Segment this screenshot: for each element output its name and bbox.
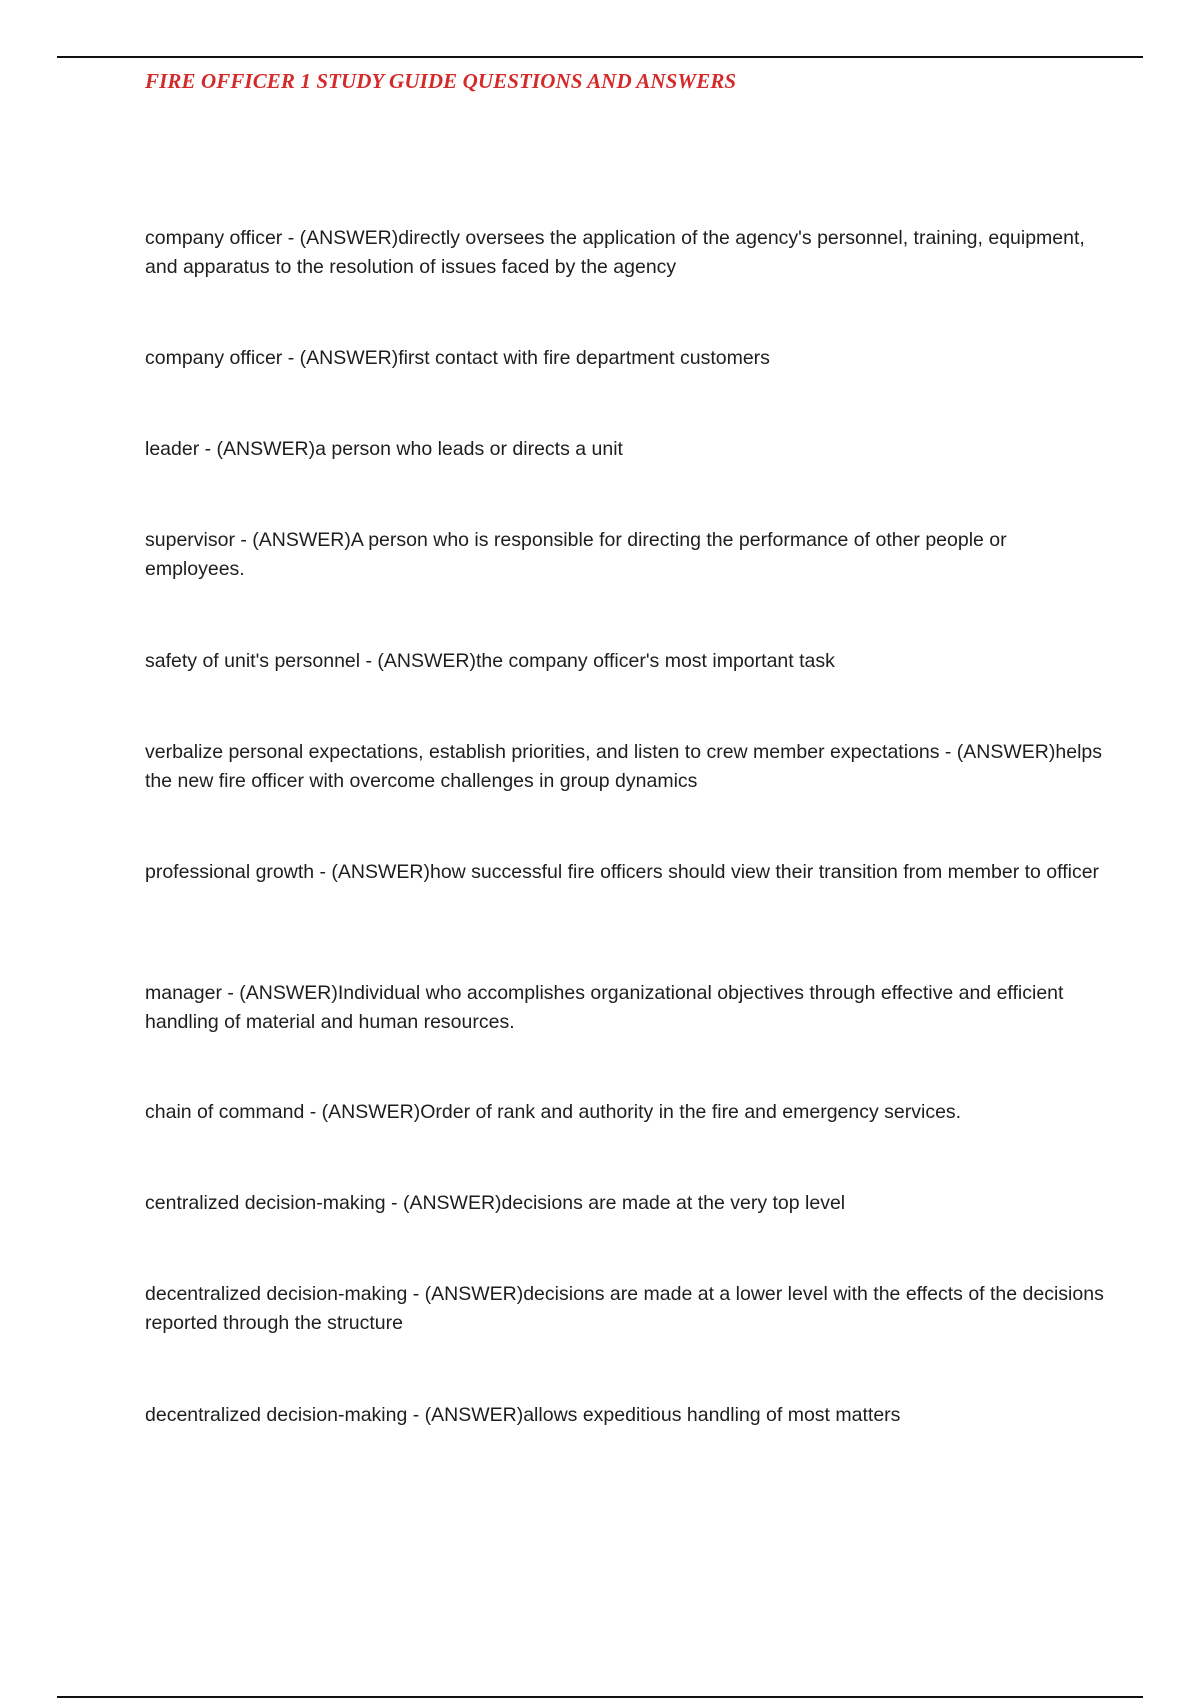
qa-entry-3: leader - (ANSWER)a person who leads or directs a unit — [145, 438, 623, 460]
qa-entry-7: professional growth - (ANSWER)how successful fire officers should view their transition from member to officer — [145, 861, 1100, 883]
footer-rule — [57, 1696, 1143, 1698]
qa-entry-4: supervisor - (ANSWER)A person who is responsible for directing the performance of other people or employees. — [145, 529, 1007, 580]
qa-entry-1: company officer - (ANSWER)directly oversees the application of the agency's personnel, training, equipment, and apparatus to the resolution of issues faced by the agency — [145, 227, 1085, 278]
qa-entry-5: safety of unit's personnel - (ANSWER)the company officer's most important task — [145, 650, 835, 672]
qa-entry-10: centralized decision-making - (ANSWER)decisions are made at the very top level — [145, 1192, 846, 1214]
qa-entry-9: chain of command - (ANSWER)Order of rank and authority in the fire and emergency services. — [145, 1101, 962, 1123]
qa-entry-11: decentralized decision-making - (ANSWER)decisions are made at a lower level with the effects of the decisions reported through the structure — [145, 1283, 1104, 1334]
header-rule — [57, 56, 1143, 58]
document-title: FIRE OFFICER 1 STUDY GUIDE QUESTIONS AND ANSWERS — [145, 69, 737, 93]
qa-entry-2: company officer - (ANSWER)first contact with fire department customers — [145, 347, 770, 369]
qa-entry-6: verbalize personal expectations, establish priorities, and listen to crew member expectations - (ANSWER)helps the new fire officer with overcome challenges in group dynamics — [145, 741, 1103, 792]
qa-entry-8: manager - (ANSWER)Individual who accomplishes organizational objectives through effective and efficient handling of material and human resources. — [145, 982, 1064, 1033]
qa-entry-12: decentralized decision-making - (ANSWER)allows expeditious handling of most matters — [145, 1404, 901, 1426]
